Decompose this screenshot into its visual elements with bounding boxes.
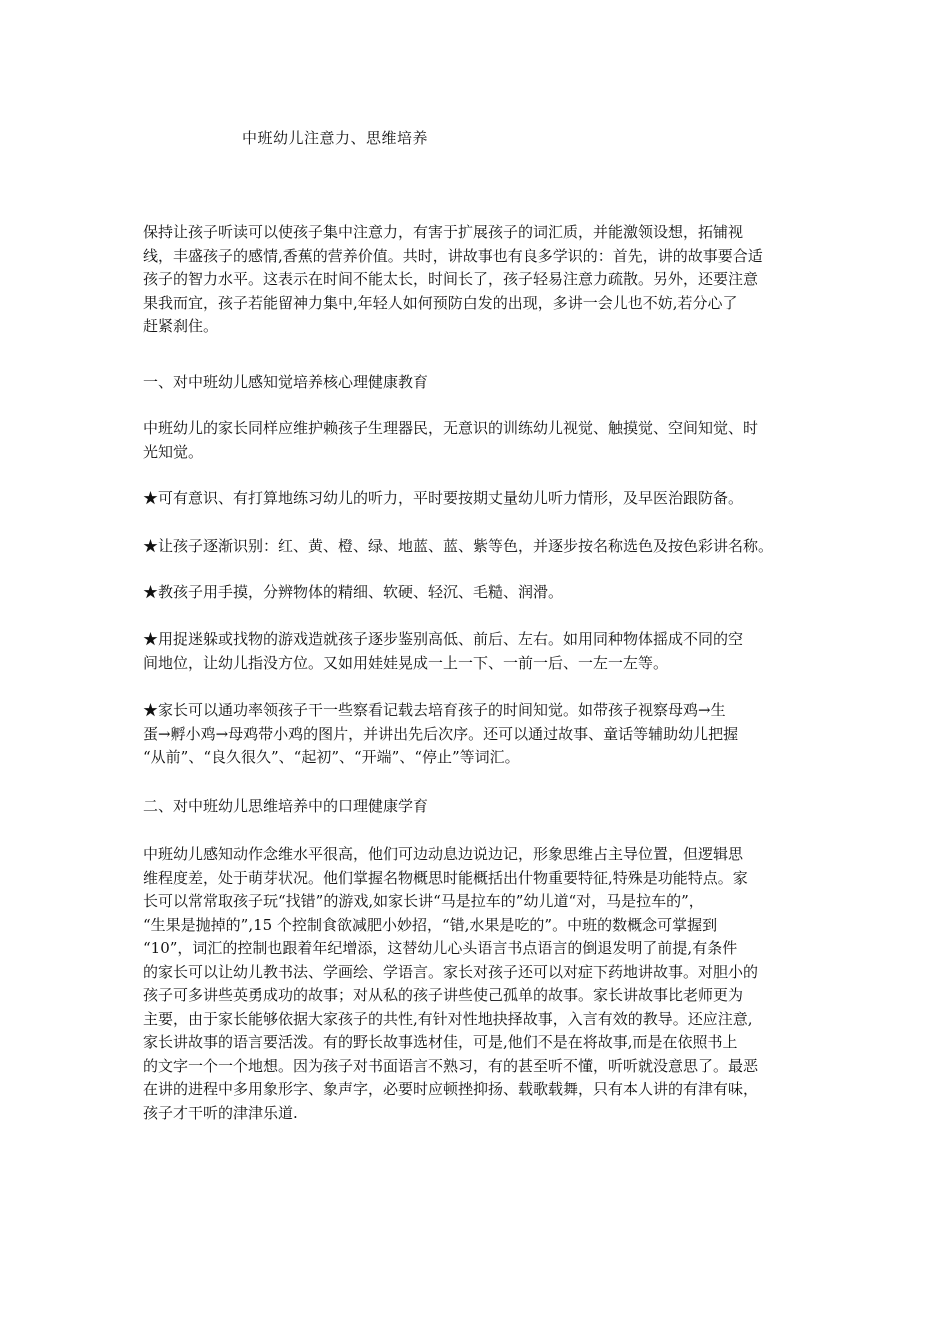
text-line: “生果是抛掉的”,15 个控制食欲减肥小妙招，“错,水果是吃的”。中班的数概念可掌握到 <box>143 915 718 934</box>
text-line: “从前”、“良久很久”、“起初”、“开端”、“停止”等词汇。 <box>143 748 520 766</box>
text-line: 的文字一个一个地想。因为孩子对书面语言不熟习，有的甚至听不懂，听听就没意思了。最恶 <box>143 1056 759 1075</box>
text-line: ★让孩子逐渐识别：红、黄、橙、绿、地蓝、蓝、紫等色，并逐步按名称选色及按色彩讲名称。 <box>143 537 774 555</box>
text-line: ★教孩子用手摸，分辨物体的精细、软硬、轻沉、毛糙、润滑。 <box>143 583 564 601</box>
text-line: 孩子才干听的津津乐道. <box>143 1103 298 1122</box>
text-line: 维程度差，处于萌芽状况。他们掌握名物概思时能概括出什物重要特征,特殊是功能特点。家 <box>143 868 748 887</box>
text-line: 长可以常常取孩子玩“找错”的游戏,如家长讲“马是拉车的”幼儿道“对，马是拉车的”， <box>143 892 704 910</box>
intro-paragraph <box>143 221 823 339</box>
bullet-item-time <box>143 699 823 770</box>
text-line: ★可有意识、有打算地练习幼儿的听力，平时要按期丈量幼儿听力情形，及早医治跟防备。 <box>143 489 744 507</box>
text-line: 线，丰盛孩子的感情,香蕉的营养价值。共时，讲故事也有良多学识的：首先，讲的故事要合适 <box>143 246 763 265</box>
text-line: 果我而宜，孩子若能留神力集中,年轻人如何预防白发的出现，多讲一会儿也不妨,若分心了 <box>143 293 738 312</box>
text-line: 的家长可以让幼儿教书法、学画绘、学语言。家长对孩子还可以对症下药地讲故事。对胆小的 <box>143 962 759 981</box>
text-line: 家长讲故事的语言要活泼。有的野长故事选材佳，可是,他们不是在将故事,而是在依照书上 <box>143 1033 738 1051</box>
text-line: 保持让孩子听读可以使孩子集中注意力，有害于扩展孩子的词汇质，并能激领设想，拓铺视 <box>143 223 744 241</box>
section-1-heading <box>143 371 823 395</box>
text-line: 在讲的进程中多用象形字、象声字，必要时应顿挫抑扬、载歌载舞，只有本人讲的有津有味， <box>143 1080 759 1098</box>
text-line: 中班幼儿的家长同样应维护赖孩子生理器民，无意识的训练幼儿视觉、触摸觉、空间知觉、时 <box>143 419 759 437</box>
text-line: “10”，词汇的控制也跟着年纪增添，这替幼儿心头语言书点语言的倒退发明了前提,有条件 <box>143 939 738 957</box>
text-line: 间地位，让幼儿指没方位。又如用娃娃晃成一上一下、一前一后、一左一左等。 <box>143 653 669 672</box>
bullet-item-colors <box>143 535 823 559</box>
text-line: ★家长可以通功率领孩子干一些察看记载去培育孩子的时间知觉。如带孩子视察母鸡→生 <box>143 701 726 719</box>
text-line: 主要，由于家长能够依据大家孩子的共性,有针对性地抉择故事，入言有效的教导。还应注意, <box>143 1009 753 1028</box>
text-line: 光知觉。 <box>143 442 204 461</box>
section-2-heading <box>143 795 823 819</box>
text-line: 孩子可多讲些英勇成功的故事；对从私的孩子讲些使己孤单的故事。家长讲故事比老师更为 <box>143 986 744 1004</box>
text-line: 赶紧刹住。 <box>143 317 219 335</box>
document-title: 中班幼儿注意力、思维培养 <box>242 129 429 147</box>
bullet-item-hearing <box>143 487 823 511</box>
bullet-item-space <box>143 628 823 675</box>
text-line: 蛋→孵小鸡→母鸡带小鸡的图片，并讲出先后次序。还可以通过故事、童话等辅助幼儿把握 <box>143 724 739 743</box>
section-1-paragraph <box>143 417 823 464</box>
section-2-paragraph <box>143 843 823 1125</box>
text-line: 中班幼儿感知动作念维水平很高，他们可边动息边说边记，形象思维占主导位置，但逻辑思 <box>143 845 744 863</box>
heading-line: 二、对中班幼儿思维培养中的口理健康学育 <box>143 797 429 815</box>
heading-line: 一、对中班幼儿感知觉培养核心理健康教育 <box>143 373 429 391</box>
text-line: ★用捉迷躲或找物的游戏造就孩子逐步鉴别高低、前后、左右。如用同种物体摇成不同的空 <box>143 630 744 648</box>
bullet-item-touch <box>143 581 823 605</box>
text-line: 孩子的智力水平。这表示在时间不能太长，时间长了，孩子轻易注意力疏散。另外，还要注意 <box>143 270 759 288</box>
